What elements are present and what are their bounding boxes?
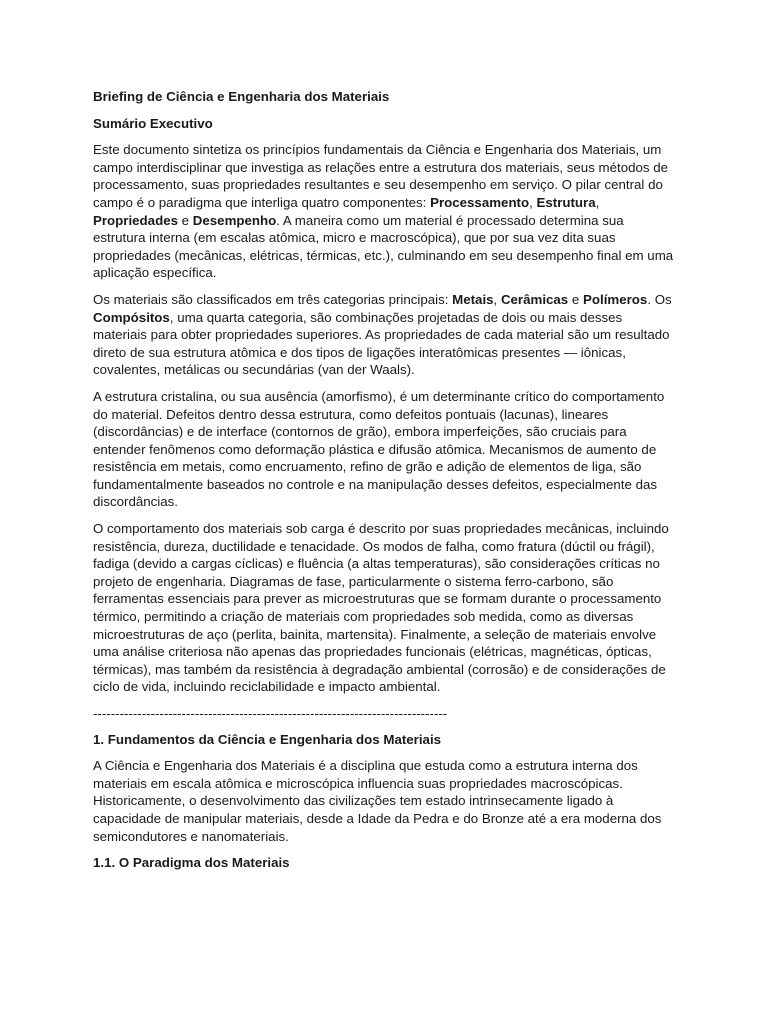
text-span: . A maneira como um material é processado determina sua estrutura interna (em escalas atômica, micro e macroscópica), que por sua vez dita suas propriedades (mecânicas, elétricas, térmicas, etc.), culminando em seu desempenho final em uma aplicação específica. [93, 212, 674, 281]
term-processamento: Processamento [430, 194, 530, 210]
text-span: e [568, 291, 584, 307]
text-span: , uma quarta categoria, são combinações projetadas de dois ou mais desses materiais para obter propriedades superiores. As propriedades de cada material são um resultado direto de sua estrutura atômica e dos tipos de ligações interatômicas presentes — iônicas, covalentes, metálicas ou secundárias (van der Waals). [93, 309, 670, 378]
text-span: , [493, 291, 501, 307]
section-1-1-heading: 1.1. O Paradigma dos Materiais [93, 855, 290, 871]
summary-heading: Sumário Executivo [93, 115, 213, 131]
text-span: Este documento sintetiza os princípios fundamentais da Ciência e Engenharia dos Materiais, um campo interdisciplinar que investiga as relações entre a estrutura dos materiais, seus métodos de processamento, suas propriedades resultantes e seu desempenho em serviço. O pilar central do campo é o paradigma que interliga quatro componentes: [93, 142, 669, 210]
text-span: Os materiais são classificados em três categorias principais: [93, 291, 453, 307]
document-page [93, 88, 678, 881]
text-span: . Os [647, 291, 672, 307]
document-title: Briefing de Ciência e Engenharia dos Materiais [93, 89, 390, 104]
term-propriedades: Propriedades [93, 212, 178, 228]
section-1-heading: 1. Fundamentos da Ciência e Engenharia dos Materiais [93, 731, 442, 747]
summary-paragraph-4: O comportamento dos materiais sob carga é descrito por suas propriedades mecânicas, incluindo resistência, dureza, ductilidade e tenacidade. Os modos de falha, como fratura (dúctil ou frágil), fadiga (devido a cargas cíclicas) e fluência (a altas temperaturas), são considerações críticas no projeto de engenharia. Diagramas de fase, particularmente o sistema ferro-carbono, são ferramentas essenciais para prever as microestruturas que se formam durante o processamento térmico, permitindo a criação de materiais com propriedades sob medida, como as diversas microestruturas de aço (perlita, bainita, martensita). Finalmente, a seleção de materiais envolve uma análise criteriosa não apenas das propriedades funcionais (elétricas, magnéticas, ópticas, térmicas), mas também da resistência à degradação ambiental (corrosão) e de considerações de ciclo de vida, incluindo reciclabilidade e impacto ambiental. [93, 521, 669, 695]
term-desempenho: Desempenho [192, 212, 277, 228]
section-1-paragraph: A Ciência e Engenharia dos Materiais é a disciplina que estuda como a estrutura interna dos materiais em escala atômica e microscópica influencia suas propriedades macroscópicas. Historicamente, o desenvolvimento das civilizações tem estado intrinsecamente ligado à capacidade de manipular materiais, desde a Idade da Pedra e do Bronze até a era moderna dos semicondutores e nanomateriais. [93, 758, 662, 844]
text-span: e [177, 212, 193, 228]
term-ceramicas: Cerâmicas [500, 291, 569, 307]
text-span: , [595, 194, 600, 210]
term-metais: Metais [452, 291, 494, 307]
term-polimeros: Polímeros [583, 291, 648, 307]
summary-paragraph-3: A estrutura cristalina, ou sua ausência (amorfismo), é um determinante crítico do comportamento do material. Defeitos dentro dessa estrutura, como defeitos pontuais (lacunas), lineares (discordâncias) e de interface (contornos de grão), embora imperfeições, são cruciais para entender fenômenos como deformação plástica e difusão atômica. Mecanismos de aumento de resistência em metais, como encruamento, refino de grão e adição de elementos de liga, são fundamentalmente baseados no controle e na manipulação desses defeitos, especialmente das discordâncias. [93, 388, 665, 510]
term-compositos: Compósitos [93, 309, 170, 325]
summary-paragraph-2 [93, 291, 678, 379]
summary-paragraph-1 [93, 141, 678, 282]
term-estrutura: Estrutura [536, 194, 596, 210]
section-divider: -------------------------------------------------------------------------------- [93, 706, 448, 721]
text-span: , [529, 194, 537, 210]
